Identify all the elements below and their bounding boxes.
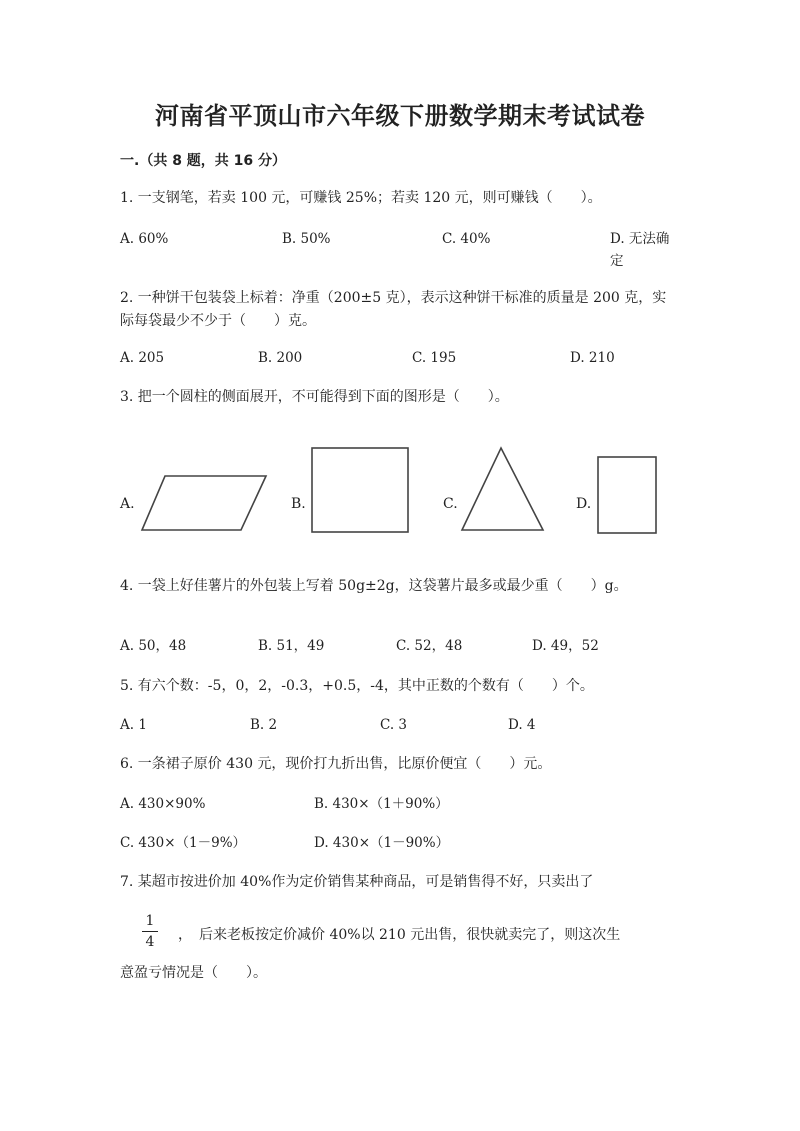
q6-option-d[interactable]: D. 430×（1－90%） — [314, 835, 450, 851]
q5-option-c[interactable]: C. 3 — [380, 717, 408, 733]
q1-option-b[interactable]: B. 50% — [282, 231, 331, 247]
rectangle-figure — [596, 455, 658, 535]
page-title: 河南省平顶山市六年级下册数学期末考试试卷 — [155, 102, 645, 130]
q6-option-a[interactable]: A. 430×90% — [120, 796, 206, 812]
q6-option-c[interactable]: C. 430×（1－9%） — [120, 835, 247, 851]
q4-option-d[interactable]: D. 49，52 — [532, 638, 599, 654]
triangle-figure — [460, 446, 546, 534]
q4-option-b[interactable]: B. 51，49 — [258, 638, 325, 654]
q1-option-d[interactable]: D. 无法确定 — [610, 231, 670, 269]
q3-option-d[interactable]: D. — [576, 496, 592, 512]
section-heading: 一.（共 8 题，共 16 分） — [120, 153, 287, 169]
question-4-text: 4. 一袋上好佳薯片的外包装上写着 50g±2g，这袋薯片最多或最少重（ ）g。 — [120, 578, 628, 594]
q2-option-c[interactable]: C. 195 — [412, 350, 457, 366]
fraction-denominator: 4 — [145, 934, 155, 950]
fraction-one-quarter — [142, 913, 158, 950]
q2-option-d[interactable]: D. 210 — [570, 350, 615, 366]
q3-option-b[interactable]: B. — [291, 496, 306, 512]
q5-option-a[interactable]: A. 1 — [120, 717, 147, 733]
question-7-line-2: ， 后来老板按定价减价 40%以 210 元出售，很快就卖完了，则这次生 — [178, 927, 621, 943]
question-2-text: 2. 一种饼干包装袋上标着：净重（200±5 克），表示这种饼干标准的质量是 200 克，实际每袋最少不少于（ ）克。 — [120, 290, 667, 329]
q3-option-c[interactable]: C. — [443, 496, 458, 512]
question-6-text: 6. 一条裙子原价 430 元，现价打九折出售，比原价便宜（ ）元。 — [120, 756, 552, 772]
q1-option-a[interactable]: A. 60% — [120, 231, 169, 247]
parallelogram-figure — [140, 474, 268, 532]
q6-option-b[interactable]: B. 430×（1＋90%） — [314, 796, 449, 812]
question-1-text: 1. 一支钢笔，若卖 100 元，可赚钱 25%；若卖 120 元，则可赚钱（ ）。 — [120, 190, 602, 206]
square-figure — [310, 446, 410, 534]
q1-option-c[interactable]: C. 40% — [442, 231, 491, 247]
question-7-line-1: 7. 某超市按进价加 40%作为定价销售某种商品，可是销售得不好，只卖出了 — [120, 874, 594, 890]
q5-option-b[interactable]: B. 2 — [250, 717, 278, 733]
q5-option-d[interactable]: D. 4 — [508, 717, 536, 733]
q4-option-c[interactable]: C. 52，48 — [396, 638, 463, 654]
q4-option-a[interactable]: A. 50，48 — [120, 638, 187, 654]
question-5-text: 5. 有六个数：-5，0，2，-0.3，+0.5，-4，其中正数的个数有（ ）个。 — [120, 678, 594, 694]
question-3-text: 3. 把一个圆柱的侧面展开，不可能得到下面的图形是（ ）。 — [120, 389, 509, 405]
q2-option-a[interactable]: A. 205 — [120, 350, 165, 366]
fraction-numerator: 1 — [145, 913, 155, 929]
question-7-line-3: 意盈亏情况是（ ）。 — [120, 965, 267, 981]
q3-option-a[interactable]: A. — [120, 496, 135, 512]
q2-option-b[interactable]: B. 200 — [258, 350, 303, 366]
